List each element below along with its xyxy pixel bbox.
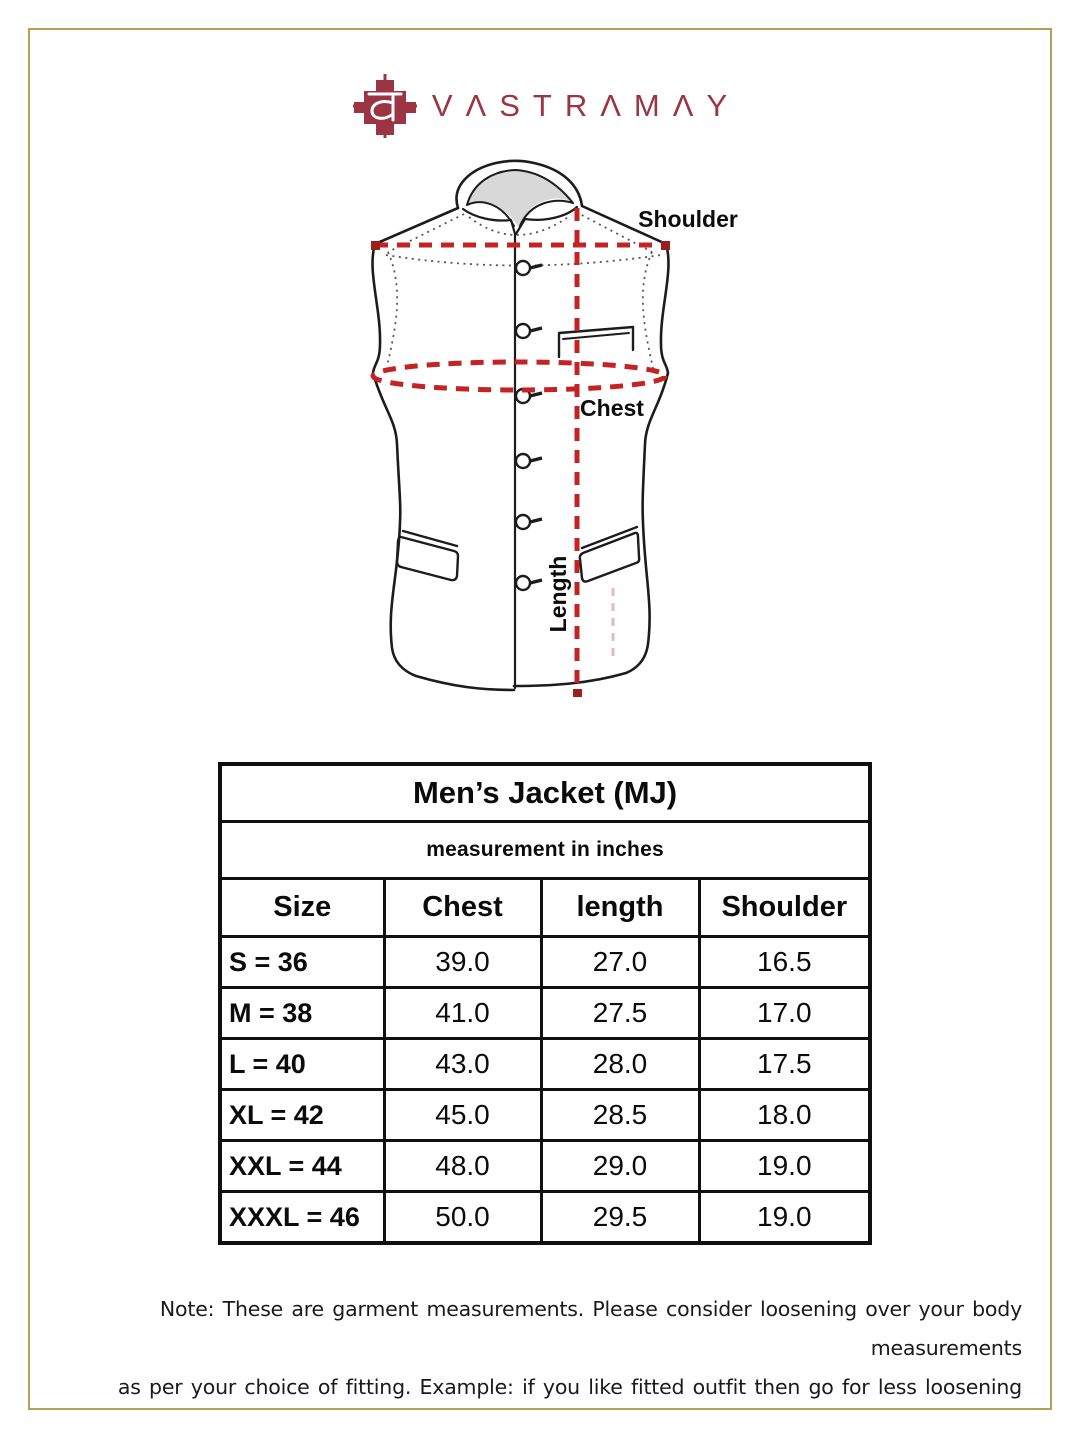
table-row (220, 1192, 870, 1244)
size-cell: S = 36 (220, 937, 384, 988)
table-subtitle: measurement in inches (220, 822, 870, 879)
measurement-lines (373, 208, 666, 696)
table-row (220, 1039, 870, 1090)
shoulder-label: Shoulder (638, 206, 738, 232)
length-cell: 29.5 (541, 1192, 699, 1244)
note-line-1: Note: These are garment measurements. Please consider loosening over your body measurements (159, 1297, 1022, 1360)
chest-cell: 50.0 (384, 1192, 541, 1244)
right-pocket-flap (580, 533, 639, 582)
length-cell: 27.5 (541, 988, 699, 1039)
size-cell: L = 40 (220, 1039, 384, 1090)
chest-cell: 45.0 (384, 1090, 541, 1141)
garment-note (40, 1290, 1022, 1407)
table-subtitle-row (220, 822, 870, 879)
chest-measure-ellipse (373, 362, 665, 390)
col-header-size: Size (220, 879, 384, 937)
length-cell: 28.5 (541, 1090, 699, 1141)
shoulder-cell: 18.0 (699, 1090, 870, 1141)
col-header-length: length (541, 879, 699, 937)
length-cell: 27.0 (541, 937, 699, 988)
brand-wordmark: VΛSTRΛMΛY (431, 88, 741, 123)
table-row (220, 1090, 870, 1141)
chest-welt-pocket (559, 327, 633, 357)
size-chart-table (218, 762, 872, 1245)
length-cell: 29.0 (541, 1141, 699, 1192)
shoulder-cell: 17.0 (699, 988, 870, 1039)
jacket-buttons (516, 261, 542, 590)
chest-cell: 48.0 (384, 1141, 541, 1192)
jacket-measurement-figure (330, 156, 790, 722)
col-header-chest: Chest (384, 879, 541, 937)
chest-cell: 41.0 (384, 988, 541, 1039)
shoulder-cell: 19.0 (699, 1141, 870, 1192)
col-header-shoulder: Shoulder (699, 879, 870, 937)
right-pocket-flap-topline (582, 527, 637, 548)
shoulder-cell: 16.5 (699, 937, 870, 988)
brand-logo (0, 74, 1080, 138)
vastramay-logo-icon (353, 74, 417, 138)
size-cell: XXXL = 46 (220, 1192, 384, 1244)
chest-cell: 39.0 (384, 937, 541, 988)
size-cell: XL = 42 (220, 1090, 384, 1141)
measurement-endpoints (371, 241, 670, 697)
note-line-2: as per your choice of fitting. Example: if you like fitted outfit then go for less loosening (117, 1375, 1022, 1399)
jacket-outline (373, 161, 669, 690)
size-cell: XXL = 44 (220, 1141, 384, 1192)
shoulder-cell: 19.0 (699, 1192, 870, 1244)
chest-cell: 43.0 (384, 1039, 541, 1090)
figure-labels (545, 206, 738, 632)
shoulder-cell: 17.5 (699, 1039, 870, 1090)
table-row (220, 937, 870, 988)
table-row (220, 1141, 870, 1192)
chest-label: Chest (580, 395, 644, 421)
jacket-seam-dotted-lines (386, 212, 661, 368)
table-header-row (220, 879, 870, 937)
jacket-diagram-svg (330, 156, 790, 722)
table-row (220, 988, 870, 1039)
length-cell: 28.0 (541, 1039, 699, 1090)
table-title-row (220, 764, 870, 822)
size-cell: M = 38 (220, 988, 384, 1039)
neck-fill (467, 170, 573, 228)
length-label: Length (545, 555, 571, 633)
table-title: Men’s Jacket (MJ) (220, 764, 870, 822)
